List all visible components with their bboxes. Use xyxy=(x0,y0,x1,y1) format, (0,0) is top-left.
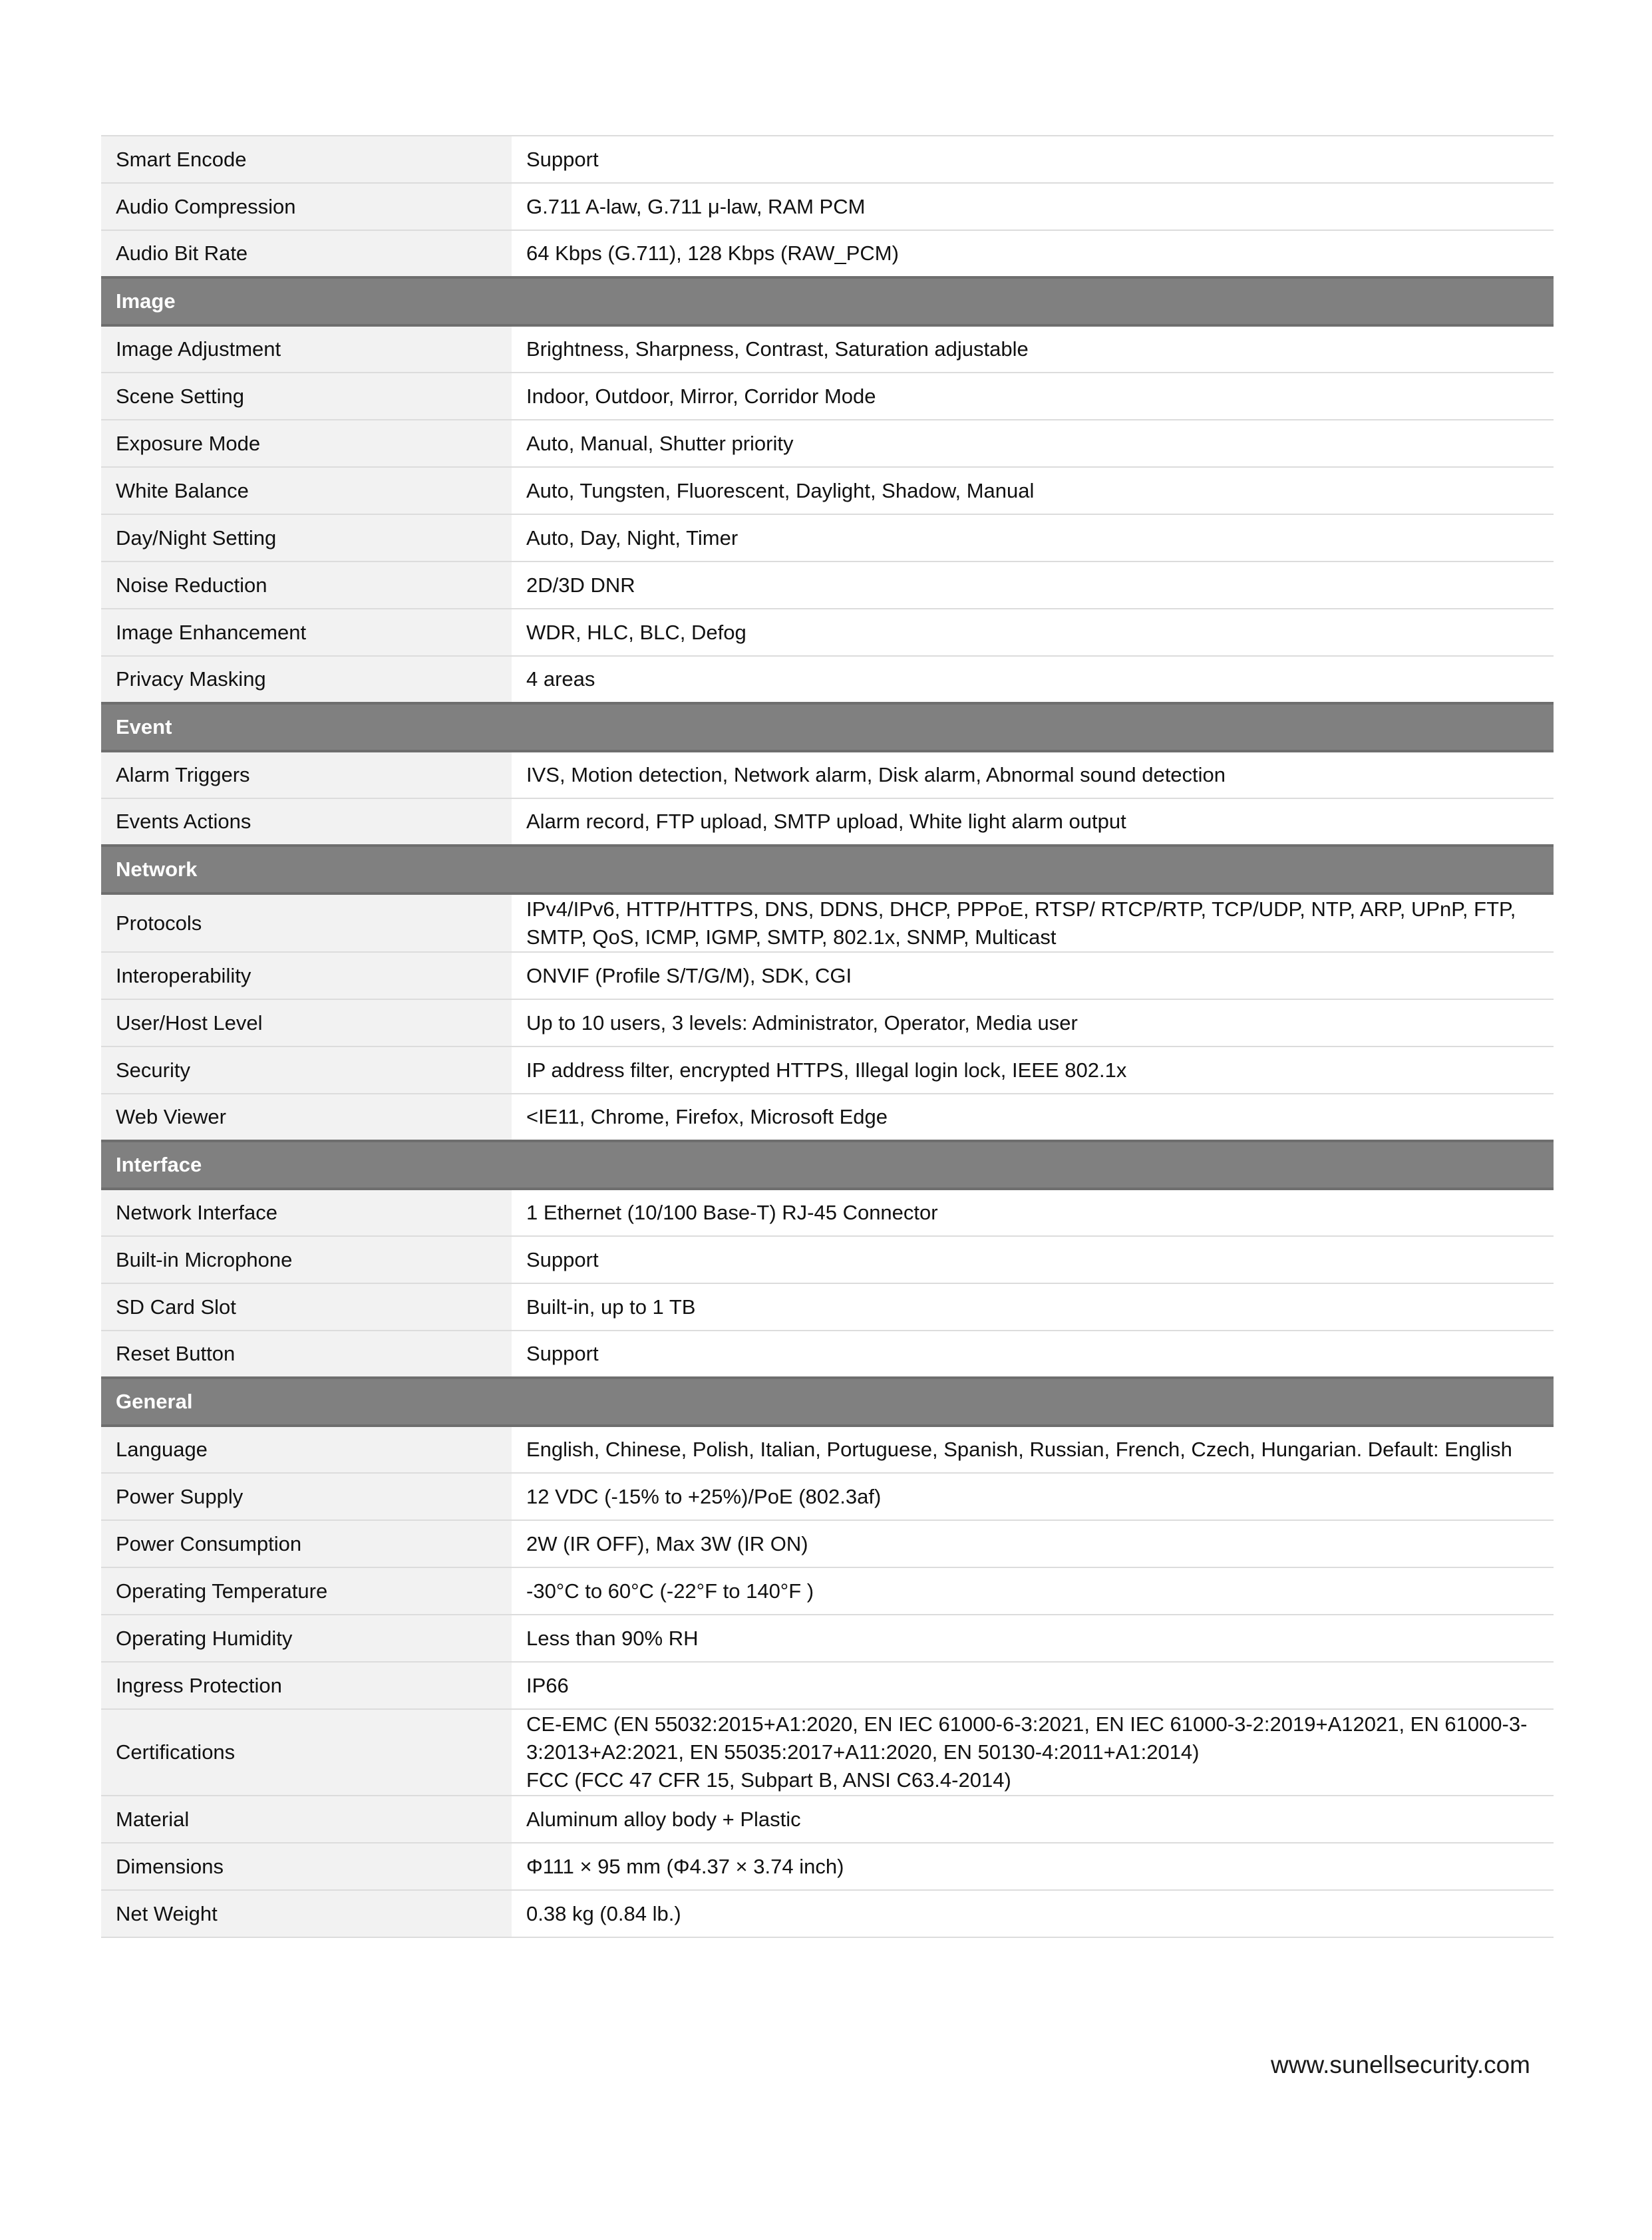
spec-label: Built-in Microphone xyxy=(101,1236,512,1283)
spec-label: Certifications xyxy=(101,1709,512,1796)
spec-label: Exposure Mode xyxy=(101,420,512,467)
spec-row xyxy=(101,952,1554,999)
spec-value: <IE11, Chrome, Firefox, Microsoft Edge xyxy=(512,1094,1554,1141)
spec-value: Support xyxy=(512,1331,1554,1378)
spec-row xyxy=(101,999,1554,1046)
section-header-interface xyxy=(101,1141,1554,1189)
spec-row xyxy=(101,373,1554,420)
spec-value: Φ111 × 95 mm (Φ4.37 × 3.74 inch) xyxy=(512,1843,1554,1890)
spec-label: Reset Button xyxy=(101,1331,512,1378)
spec-value: Built-in, up to 1 TB xyxy=(512,1283,1554,1331)
spec-value: 1 Ethernet (10/100 Base-T) RJ-45 Connector xyxy=(512,1189,1554,1236)
spec-label: Alarm Triggers xyxy=(101,751,512,798)
spec-label: Events Actions xyxy=(101,798,512,846)
spec-value: 2D/3D DNR xyxy=(512,561,1554,609)
spec-value: Indoor, Outdoor, Mirror, Corridor Mode xyxy=(512,373,1554,420)
spec-row xyxy=(101,893,1554,952)
spec-value: CE-EMC (EN 55032:2015+A1:2020, EN IEC 61000-6-3:2021, EN IEC 61000-3-2:2019+A12021, EN 61000-3-3:2013+A2:2021, EN 55035:2017+A11:2020, EN 50130-4:2011+A1:2014) FCC (FCC 47 CFR 15, Subpart B, ANSI C63.4-2014) xyxy=(512,1709,1554,1796)
spec-label: Web Viewer xyxy=(101,1094,512,1141)
spec-row xyxy=(101,183,1554,230)
spec-row xyxy=(101,467,1554,514)
spec-value: WDR, HLC, BLC, Defog xyxy=(512,609,1554,656)
spec-label: SD Card Slot xyxy=(101,1283,512,1331)
spec-row xyxy=(101,1426,1554,1473)
spec-label: Security xyxy=(101,1046,512,1094)
spec-row xyxy=(101,1796,1554,1843)
spec-row xyxy=(101,1567,1554,1615)
spec-row xyxy=(101,1890,1554,1937)
spec-row xyxy=(101,1094,1554,1141)
spec-label: Interoperability xyxy=(101,952,512,999)
spec-row xyxy=(101,609,1554,656)
spec-row xyxy=(101,1236,1554,1283)
spec-value: Aluminum alloy body + Plastic xyxy=(512,1796,1554,1843)
spec-label: Net Weight xyxy=(101,1890,512,1937)
spec-value: 2W (IR OFF), Max 3W (IR ON) xyxy=(512,1520,1554,1567)
spec-row xyxy=(101,798,1554,846)
spec-value: Auto, Tungsten, Fluorescent, Daylight, Shadow, Manual xyxy=(512,467,1554,514)
spec-row xyxy=(101,136,1554,183)
spec-row xyxy=(101,656,1554,703)
spec-label: Power Supply xyxy=(101,1473,512,1520)
spec-label: Image Adjustment xyxy=(101,325,512,373)
spec-label: Operating Humidity xyxy=(101,1615,512,1662)
section-title: Image xyxy=(101,277,1554,325)
section-header-general xyxy=(101,1378,1554,1426)
spec-label: Operating Temperature xyxy=(101,1567,512,1615)
spec-label: Audio Bit Rate xyxy=(101,230,512,277)
section-title: General xyxy=(101,1378,1554,1426)
spec-value: IP address filter, encrypted HTTPS, Illegal login lock, IEEE 802.1x xyxy=(512,1046,1554,1094)
spec-label: Scene Setting xyxy=(101,373,512,420)
spec-label: Network Interface xyxy=(101,1189,512,1236)
spec-row xyxy=(101,1615,1554,1662)
spec-row xyxy=(101,561,1554,609)
spec-value: ONVIF (Profile S/T/G/M), SDK, CGI xyxy=(512,952,1554,999)
spec-value: Less than 90% RH xyxy=(512,1615,1554,1662)
spec-value: Support xyxy=(512,1236,1554,1283)
spec-value: -30°C to 60°C (-22°F to 140°F ) xyxy=(512,1567,1554,1615)
spec-value: Alarm record, FTP upload, SMTP upload, White light alarm output xyxy=(512,798,1554,846)
spec-value: Auto, Manual, Shutter priority xyxy=(512,420,1554,467)
spec-row xyxy=(101,1189,1554,1236)
spec-label: Image Enhancement xyxy=(101,609,512,656)
spec-row xyxy=(101,1662,1554,1709)
spec-row xyxy=(101,1046,1554,1094)
spec-value: English, Chinese, Polish, Italian, Portuguese, Spanish, Russian, French, Czech, Hungarian. Default: English xyxy=(512,1426,1554,1473)
spec-value: IPv4/IPv6, HTTP/HTTPS, DNS, DDNS, DHCP, PPPoE, RTSP/ RTCP/RTP, TCP/UDP, NTP, ARP, UPnP, FTP, SMTP, QoS, ICMP, IGMP, SMTP, 802.1x, SNMP, Multicast xyxy=(512,893,1554,952)
spec-row xyxy=(101,1331,1554,1378)
spec-row xyxy=(101,1520,1554,1567)
spec-row xyxy=(101,1283,1554,1331)
spec-value: IVS, Motion detection, Network alarm, Disk alarm, Abnormal sound detection xyxy=(512,751,1554,798)
spec-table xyxy=(101,135,1554,1938)
spec-row xyxy=(101,514,1554,561)
spec-label: Language xyxy=(101,1426,512,1473)
spec-row xyxy=(101,1709,1554,1796)
spec-value: 0.38 kg (0.84 lb.) xyxy=(512,1890,1554,1937)
spec-value: 4 areas xyxy=(512,656,1554,703)
spec-label: White Balance xyxy=(101,467,512,514)
section-header-event xyxy=(101,703,1554,751)
spec-label: Protocols xyxy=(101,893,512,952)
spec-value: Auto, Day, Night, Timer xyxy=(512,514,1554,561)
section-title: Network xyxy=(101,846,1554,893)
spec-value: Support xyxy=(512,136,1554,183)
spec-value: 12 VDC (-15% to +25%)/PoE (802.3af) xyxy=(512,1473,1554,1520)
spec-label: User/Host Level xyxy=(101,999,512,1046)
spec-row xyxy=(101,325,1554,373)
spec-value: 64 Kbps (G.711), 128 Kbps (RAW_PCM) xyxy=(512,230,1554,277)
section-header-network xyxy=(101,846,1554,893)
spec-row xyxy=(101,1473,1554,1520)
section-header-image xyxy=(101,277,1554,325)
spec-row xyxy=(101,1843,1554,1890)
section-title: Interface xyxy=(101,1141,1554,1189)
spec-label: Audio Compression xyxy=(101,183,512,230)
spec-label: Smart Encode xyxy=(101,136,512,183)
spec-row xyxy=(101,420,1554,467)
spec-row xyxy=(101,230,1554,277)
spec-value: Brightness, Sharpness, Contrast, Saturation adjustable xyxy=(512,325,1554,373)
spec-label: Material xyxy=(101,1796,512,1843)
spec-label: Dimensions xyxy=(101,1843,512,1890)
spec-value: Up to 10 users, 3 levels: Administrator, Operator, Media user xyxy=(512,999,1554,1046)
spec-value: IP66 xyxy=(512,1662,1554,1709)
spec-label: Noise Reduction xyxy=(101,561,512,609)
section-title: Event xyxy=(101,703,1554,751)
spec-label: Day/Night Setting xyxy=(101,514,512,561)
spec-label: Ingress Protection xyxy=(101,1662,512,1709)
spec-label: Power Consumption xyxy=(101,1520,512,1567)
spec-label: Privacy Masking xyxy=(101,656,512,703)
website-footer: www.sunellsecurity.com xyxy=(1271,2051,1530,2078)
spec-value: G.711 A-law, G.711 μ-law, RAM PCM xyxy=(512,183,1554,230)
spec-row xyxy=(101,751,1554,798)
